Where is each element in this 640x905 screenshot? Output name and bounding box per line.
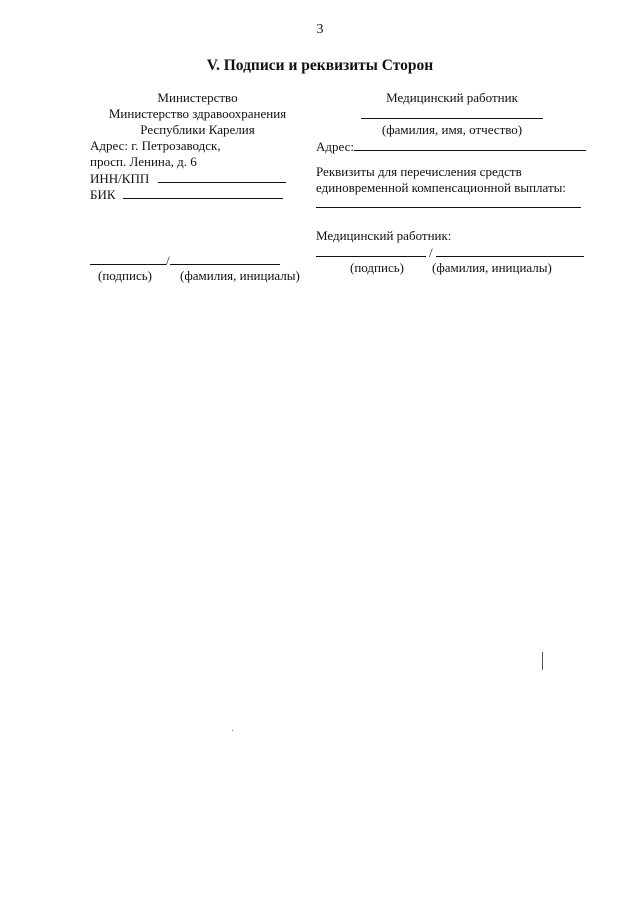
worker-fio-row	[316, 106, 588, 122]
section-title: V. Подписи и реквизиты Сторон	[206, 57, 434, 74]
worker-fio-blank-line	[361, 106, 543, 119]
ministry-inn-row	[90, 170, 305, 186]
ministry-signature-line	[90, 252, 166, 265]
ministry-address-line1: Адрес: г. Петрозаводск,	[90, 138, 221, 153]
worker-address-label: Адрес:	[316, 139, 354, 154]
worker-slash: /	[429, 245, 433, 260]
worker-signature-caption: (подпись)	[350, 260, 404, 275]
scan-dot	[232, 730, 233, 731]
ministry-signature-row	[90, 252, 305, 268]
worker-signature-row	[316, 244, 588, 260]
ministry-bik-row	[90, 186, 305, 202]
worker-label: Медицинский работник:	[316, 228, 452, 243]
worker-address-row	[316, 138, 588, 154]
spacer	[316, 154, 588, 164]
bik-blank-line	[123, 186, 283, 199]
worker-name-line	[436, 244, 584, 257]
worker-requisites-line2: единовременной компенсационной выплаты:	[316, 180, 566, 195]
spacer	[316, 208, 588, 228]
ministry-column	[90, 90, 305, 284]
margin-mark	[542, 652, 543, 670]
ministry-name-caption: (фамилия, инициалы)	[180, 268, 300, 283]
worker-heading: Медицинский работник	[386, 90, 518, 105]
worker-fio-caption: (фамилия, имя, отчество)	[381, 122, 523, 137]
ministry-signature-captions	[90, 268, 305, 284]
worker-name-caption: (фамилия, инициалы)	[432, 260, 552, 275]
ministry-org-line2: Республики Карелия	[140, 122, 255, 137]
ministry-heading: Министерство	[157, 90, 238, 105]
spacer	[90, 202, 305, 252]
bik-label: БИК	[90, 187, 116, 202]
ministry-name-line	[170, 252, 280, 265]
inn-blank-line	[158, 170, 286, 183]
ministry-slash: /	[166, 253, 170, 268]
worker-address-blank-line	[354, 138, 586, 151]
worker-signature-captions	[316, 260, 588, 276]
page-number: 3	[316, 22, 324, 37]
spacer	[316, 196, 588, 206]
worker-column	[316, 90, 588, 276]
ministry-signature-caption: (подпись)	[98, 268, 152, 283]
worker-requisites-line1: Реквизиты для перечисления средств	[316, 164, 522, 179]
worker-signature-line	[316, 244, 426, 257]
ministry-address-line2: просп. Ленина, д. 6	[90, 154, 197, 169]
ministry-org-line1: Министерство здравоохранения	[108, 106, 287, 121]
inn-label: ИНН/КПП	[90, 171, 150, 186]
